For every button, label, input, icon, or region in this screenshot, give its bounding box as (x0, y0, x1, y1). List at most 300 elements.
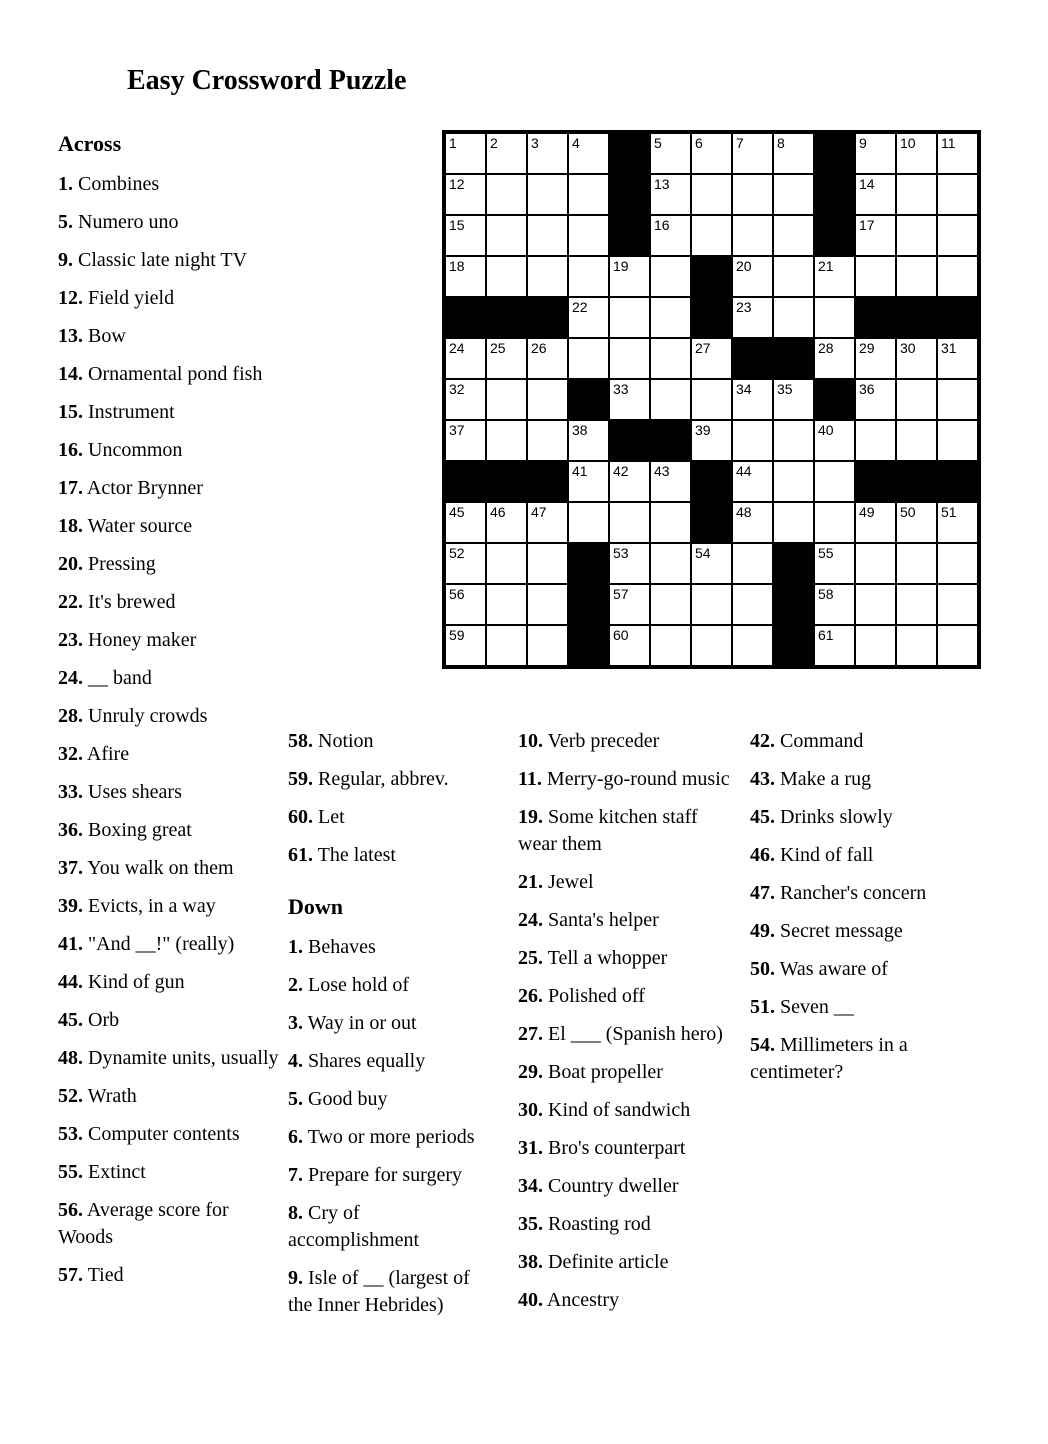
clue-number: 21. (518, 871, 543, 893)
cell-number: 31 (941, 340, 957, 356)
grid-cell-r6c5[interactable] (609, 338, 650, 379)
grid-cell-r2c6[interactable] (650, 174, 691, 215)
clue-number: 16. (58, 439, 83, 461)
grid-cell-r3c8[interactable] (732, 215, 773, 256)
clue-number: 15. (58, 401, 83, 423)
clue-number: 50. (750, 958, 775, 980)
grid-cell-r10c6[interactable] (650, 502, 691, 543)
cell-number: 28 (818, 340, 834, 356)
clue-column-2 (288, 728, 490, 1330)
grid-cell-r1c4[interactable] (568, 133, 609, 174)
cell-number: 40 (818, 422, 834, 438)
cell-number: 5 (654, 135, 662, 151)
clue-number: 37. (58, 857, 83, 879)
clue-number: 41. (58, 933, 83, 955)
grid-cell-r12c3[interactable] (527, 584, 568, 625)
grid-cell-r3c4[interactable] (568, 215, 609, 256)
grid-cell-r3c2[interactable] (486, 215, 527, 256)
grid-cell-r8c9[interactable] (773, 420, 814, 461)
grid-cell-r9c5[interactable] (609, 461, 650, 502)
clue-number: 19. (518, 806, 543, 828)
grid-cell-r7c9[interactable] (773, 379, 814, 420)
clue-number: 12. (58, 287, 83, 309)
grid-cell-r13c11[interactable] (855, 625, 896, 666)
grid-cell-r6c12[interactable] (896, 338, 937, 379)
grid-cell-r8c6 (650, 420, 691, 461)
clue-down-45: 45. Drinks slowly (750, 806, 893, 828)
clue-number: 14. (58, 363, 83, 385)
grid-cell-r7c1[interactable] (445, 379, 486, 420)
clue-across-24: 24. __ band (58, 667, 152, 689)
grid-cell-r5c4[interactable] (568, 297, 609, 338)
grid-cell-r13c1[interactable] (445, 625, 486, 666)
clue-number: 8. (288, 1202, 303, 1224)
clue-number: 48. (58, 1047, 83, 1069)
grid-cell-r6c1[interactable] (445, 338, 486, 379)
clue-across-12: 12. Field yield (58, 287, 175, 309)
cell-number: 49 (859, 504, 875, 520)
clue-number: 46. (750, 844, 775, 866)
cell-number: 13 (654, 176, 670, 192)
clue-number: 4. (288, 1050, 303, 1072)
grid-cell-r7c5[interactable] (609, 379, 650, 420)
grid-cell-r13c7[interactable] (691, 625, 732, 666)
grid-cell-r10c1[interactable] (445, 502, 486, 543)
grid-cell-r2c2[interactable] (486, 174, 527, 215)
grid-cell-r6c6[interactable] (650, 338, 691, 379)
grid-cell-r9c12 (896, 461, 937, 502)
grid-cell-r5c9[interactable] (773, 297, 814, 338)
clue-number: 42. (750, 730, 775, 752)
grid-cell-r6c4[interactable] (568, 338, 609, 379)
clue-down-30: 30. Kind of sandwich (518, 1099, 691, 1121)
cell-number: 48 (736, 504, 752, 520)
grid-cell-r5c3 (527, 297, 568, 338)
grid-cell-r6c8 (732, 338, 773, 379)
grid-cell-r13c5[interactable] (609, 625, 650, 666)
grid-cell-r1c3[interactable] (527, 133, 568, 174)
cell-number: 2 (490, 135, 498, 151)
clue-across-58: 58. Notion (288, 730, 374, 752)
grid-cell-r8c8[interactable] (732, 420, 773, 461)
grid-cell-r1c6[interactable] (650, 133, 691, 174)
clue-number: 31. (518, 1137, 543, 1159)
grid-cell-r5c10[interactable] (814, 297, 855, 338)
grid-cell-r5c13 (937, 297, 978, 338)
grid-cell-r10c10[interactable] (814, 502, 855, 543)
grid-cell-r12c7[interactable] (691, 584, 732, 625)
grid-cell-r1c1[interactable] (445, 133, 486, 174)
clue-across-22: 22. It's brewed (58, 591, 176, 613)
grid-cell-r8c2[interactable] (486, 420, 527, 461)
grid-cell-r7c10 (814, 379, 855, 420)
grid-cell-r2c11[interactable] (855, 174, 896, 215)
cell-number: 35 (777, 381, 793, 397)
grid-cell-r10c8[interactable] (732, 502, 773, 543)
grid-cell-r3c6[interactable] (650, 215, 691, 256)
grid-cell-r1c13[interactable] (937, 133, 978, 174)
grid-cell-r2c3[interactable] (527, 174, 568, 215)
grid-cell-r11c6[interactable] (650, 543, 691, 584)
clue-across-17: 17. Actor Brynner (58, 477, 203, 499)
clue-down-3: 3. Way in or out (288, 1012, 417, 1034)
clue-down-21: 21. Jewel (518, 871, 594, 893)
grid-cell-r10c11[interactable] (855, 502, 896, 543)
grid-cell-r11c9 (773, 543, 814, 584)
clue-number: 49. (750, 920, 775, 942)
cell-number: 7 (736, 135, 744, 151)
clue-across-5: 5. Numero uno (58, 211, 179, 233)
grid-cell-r12c5[interactable] (609, 584, 650, 625)
clue-number: 6. (288, 1126, 303, 1148)
cell-number: 11 (941, 135, 956, 151)
cell-number: 53 (613, 545, 629, 561)
across-header: Across (58, 131, 122, 156)
clue-down-11: 11. Merry-go-round music (518, 768, 730, 790)
grid-cell-r7c12[interactable] (896, 379, 937, 420)
grid-cell-r3c5 (609, 215, 650, 256)
clue-number: 40. (518, 1289, 543, 1311)
across-clue-list-continued (288, 728, 490, 869)
grid-cell-r2c8[interactable] (732, 174, 773, 215)
cell-number: 42 (613, 463, 629, 479)
grid-cell-r2c9[interactable] (773, 174, 814, 215)
grid-cell-r6c11[interactable] (855, 338, 896, 379)
grid-cell-r11c10[interactable] (814, 543, 855, 584)
grid-cell-r2c13[interactable] (937, 174, 978, 215)
grid-cell-r8c7[interactable] (691, 420, 732, 461)
cell-number: 21 (818, 258, 834, 274)
grid-cell-r8c10[interactable] (814, 420, 855, 461)
clue-across-28: 28. Unruly crowds (58, 705, 208, 727)
grid-cell-r11c13[interactable] (937, 543, 978, 584)
clue-across-37: 37. You walk on them (58, 857, 234, 879)
clue-across-57: 57. Tied (58, 1264, 124, 1286)
cell-number: 38 (572, 422, 588, 438)
crossword-grid (442, 130, 981, 669)
clue-number: 30. (518, 1099, 543, 1121)
clue-across-16: 16. Uncommon (58, 439, 183, 461)
grid-cell-r10c3[interactable] (527, 502, 568, 543)
grid-cell-r4c5[interactable] (609, 256, 650, 297)
clue-down-8: 8. Cry of accomplishment (288, 1202, 420, 1251)
grid-cell-r1c8[interactable] (732, 133, 773, 174)
cell-number: 4 (572, 135, 580, 151)
grid-cell-r12c13[interactable] (937, 584, 978, 625)
grid-cell-r11c7[interactable] (691, 543, 732, 584)
clue-down-49: 49. Secret message (750, 920, 903, 942)
grid-cell-r9c10[interactable] (814, 461, 855, 502)
clue-number: 13. (58, 325, 83, 347)
cell-number: 32 (449, 381, 465, 397)
clue-number: 44. (58, 971, 83, 993)
cell-number: 22 (572, 299, 588, 315)
clue-down-35: 35. Roasting rod (518, 1213, 651, 1235)
grid-cell-r7c8[interactable] (732, 379, 773, 420)
grid-cell-r12c1[interactable] (445, 584, 486, 625)
clue-number: 45. (58, 1009, 83, 1031)
cell-number: 24 (449, 340, 465, 356)
grid-cell-r10c2[interactable] (486, 502, 527, 543)
across-clue-list (58, 171, 288, 1289)
cell-number: 36 (859, 381, 875, 397)
grid-cell-r13c13[interactable] (937, 625, 978, 666)
grid-cell-r8c4[interactable] (568, 420, 609, 461)
clue-number: 1. (288, 936, 303, 958)
grid-cell-r8c1[interactable] (445, 420, 486, 461)
grid-cell-r1c2[interactable] (486, 133, 527, 174)
cell-number: 34 (736, 381, 752, 397)
grid-cell-r6c3[interactable] (527, 338, 568, 379)
cell-number: 10 (900, 135, 916, 151)
grid-cell-r4c9[interactable] (773, 256, 814, 297)
grid-cell-r4c8[interactable] (732, 256, 773, 297)
clue-number: 2. (288, 974, 303, 996)
clue-down-54: 54. Millimeters in a centimeter? (750, 1034, 908, 1083)
grid-cell-r7c11[interactable] (855, 379, 896, 420)
clue-number: 45. (750, 806, 775, 828)
grid-cell-r7c4 (568, 379, 609, 420)
grid-cell-r4c3[interactable] (527, 256, 568, 297)
clue-number: 11. (518, 768, 542, 790)
grid-cell-r3c11[interactable] (855, 215, 896, 256)
grid-cell-r5c8[interactable] (732, 297, 773, 338)
grid-cell-r11c1[interactable] (445, 543, 486, 584)
cell-number: 44 (736, 463, 752, 479)
page-title: Easy Crossword Puzzle (127, 65, 407, 96)
grid-cell-r5c1 (445, 297, 486, 338)
cell-number: 17 (859, 217, 875, 233)
cell-number: 14 (859, 176, 875, 192)
grid-cell-r3c7[interactable] (691, 215, 732, 256)
clue-down-47: 47. Rancher's concern (750, 882, 927, 904)
clue-number: 52. (58, 1085, 83, 1107)
clue-number: 5. (58, 211, 73, 233)
grid-cell-r13c2[interactable] (486, 625, 527, 666)
grid-cell-r3c3[interactable] (527, 215, 568, 256)
grid-cell-r13c10[interactable] (814, 625, 855, 666)
clue-across-15: 15. Instrument (58, 401, 175, 423)
cell-number: 39 (695, 422, 711, 438)
clue-number: 24. (518, 909, 543, 931)
grid-cell-r12c11[interactable] (855, 584, 896, 625)
clue-number: 20. (58, 553, 83, 575)
grid-cell-r3c1[interactable] (445, 215, 486, 256)
clue-column-3 (518, 728, 740, 1325)
clue-number: 38. (518, 1251, 543, 1273)
grid-cell-r5c5[interactable] (609, 297, 650, 338)
grid-cell-r9c8[interactable] (732, 461, 773, 502)
clue-number: 23. (58, 629, 83, 651)
clue-across-60: 60. Let (288, 806, 345, 828)
clue-number: 61. (288, 844, 313, 866)
clue-across-52: 52. Wrath (58, 1085, 137, 1107)
grid-cell-r3c12[interactable] (896, 215, 937, 256)
cell-number: 57 (613, 586, 629, 602)
grid-cell-r12c8[interactable] (732, 584, 773, 625)
clue-column-1 (58, 130, 288, 1300)
clue-number: 56. (58, 1199, 83, 1221)
clue-down-40: 40. Ancestry (518, 1289, 620, 1311)
grid-cell-r3c10 (814, 215, 855, 256)
cell-number: 52 (449, 545, 465, 561)
clue-number: 1. (58, 173, 73, 195)
grid-cell-r1c10 (814, 133, 855, 174)
grid-cell-r5c6[interactable] (650, 297, 691, 338)
grid-cell-r8c13[interactable] (937, 420, 978, 461)
clue-down-5: 5. Good buy (288, 1088, 388, 1110)
clue-number: 55. (58, 1161, 83, 1183)
grid-cell-r11c8[interactable] (732, 543, 773, 584)
clue-down-7: 7. Prepare for surgery (288, 1164, 463, 1186)
grid-cell-r13c12[interactable] (896, 625, 937, 666)
cell-number: 26 (531, 340, 547, 356)
clue-down-29: 29. Boat propeller (518, 1061, 663, 1083)
grid-cell-r6c7[interactable] (691, 338, 732, 379)
grid-cell-r8c11[interactable] (855, 420, 896, 461)
grid-cell-r9c4[interactable] (568, 461, 609, 502)
grid-cell-r8c12[interactable] (896, 420, 937, 461)
grid-cell-r12c10[interactable] (814, 584, 855, 625)
clue-across-36: 36. Boxing great (58, 819, 192, 841)
grid-cell-r13c4 (568, 625, 609, 666)
grid-cell-r13c6[interactable] (650, 625, 691, 666)
clue-down-2: 2. Lose hold of (288, 974, 410, 996)
clue-number: 53. (58, 1123, 83, 1145)
cell-number: 16 (654, 217, 670, 233)
cell-number: 41 (572, 463, 588, 479)
grid-cell-r10c9[interactable] (773, 502, 814, 543)
grid-cell-r9c11 (855, 461, 896, 502)
grid-cell-r10c13[interactable] (937, 502, 978, 543)
grid-cell-r13c8[interactable] (732, 625, 773, 666)
grid-cell-r8c3[interactable] (527, 420, 568, 461)
grid-cell-r13c3[interactable] (527, 625, 568, 666)
grid-cell-r4c4[interactable] (568, 256, 609, 297)
grid-cell-r4c1[interactable] (445, 256, 486, 297)
grid-cell-r12c9 (773, 584, 814, 625)
clue-across-23: 23. Honey maker (58, 629, 197, 651)
clue-number: 29. (518, 1061, 543, 1083)
grid-cell-r10c5[interactable] (609, 502, 650, 543)
cell-number: 46 (490, 504, 506, 520)
clue-across-20: 20. Pressing (58, 553, 156, 575)
clue-down-31: 31. Bro's counterpart (518, 1137, 686, 1159)
grid-cell-r7c2[interactable] (486, 379, 527, 420)
down-clue-list-continued-2 (750, 728, 962, 1086)
cell-number: 27 (695, 340, 711, 356)
grid-cell-r1c12[interactable] (896, 133, 937, 174)
cell-number: 50 (900, 504, 916, 520)
grid-cell-r6c13[interactable] (937, 338, 978, 379)
clue-number: 27. (518, 1023, 543, 1045)
grid-cell-r11c12[interactable] (896, 543, 937, 584)
grid-cell-r1c5 (609, 133, 650, 174)
clue-number: 36. (58, 819, 83, 841)
grid-cell-r4c12[interactable] (896, 256, 937, 297)
clue-down-24: 24. Santa's helper (518, 909, 659, 931)
grid-cell-r10c4[interactable] (568, 502, 609, 543)
grid-cell-r5c7 (691, 297, 732, 338)
grid-cell-r12c12[interactable] (896, 584, 937, 625)
grid-cell-r13c9 (773, 625, 814, 666)
cell-number: 29 (859, 340, 875, 356)
grid-cell-r9c9[interactable] (773, 461, 814, 502)
grid-cell-r12c2[interactable] (486, 584, 527, 625)
clue-number: 60. (288, 806, 313, 828)
cell-number: 1 (449, 135, 457, 151)
grid-cell-r5c12 (896, 297, 937, 338)
grid-cell-r4c10[interactable] (814, 256, 855, 297)
grid-cell-r4c11[interactable] (855, 256, 896, 297)
grid-cell-r11c2[interactable] (486, 543, 527, 584)
clue-number: 26. (518, 985, 543, 1007)
clue-down-19: 19. Some kitchen staff wear them (518, 806, 698, 855)
clue-number: 33. (58, 781, 83, 803)
cell-number: 45 (449, 504, 465, 520)
clue-down-4: 4. Shares equally (288, 1050, 426, 1072)
cell-number: 19 (613, 258, 629, 274)
cell-number: 20 (736, 258, 752, 274)
clue-across-41: 41. "And __!" (really) (58, 933, 235, 955)
cell-number: 18 (449, 258, 465, 274)
cell-number: 61 (818, 627, 834, 643)
clue-number: 17. (58, 477, 83, 499)
grid-cell-r3c13[interactable] (937, 215, 978, 256)
clue-across-32: 32. Afire (58, 743, 130, 765)
clue-down-6: 6. Two or more periods (288, 1126, 475, 1148)
grid-cell-r1c9[interactable] (773, 133, 814, 174)
clue-across-61: 61. The latest (288, 844, 396, 866)
grid-cell-r12c6[interactable] (650, 584, 691, 625)
grid-cell-r1c11[interactable] (855, 133, 896, 174)
down-clue-list-continued (518, 728, 740, 1314)
grid-cell-r11c11[interactable] (855, 543, 896, 584)
clue-across-44: 44. Kind of gun (58, 971, 185, 993)
grid-cell-r7c6[interactable] (650, 379, 691, 420)
grid-cell-r6c10[interactable] (814, 338, 855, 379)
clue-number: 59. (288, 768, 313, 790)
grid-cell-r3c9[interactable] (773, 215, 814, 256)
grid-cell-r7c13[interactable] (937, 379, 978, 420)
down-clue-list (288, 934, 490, 1319)
grid-cell-r4c13[interactable] (937, 256, 978, 297)
grid-cell-r7c7[interactable] (691, 379, 732, 420)
grid-cell-r10c12[interactable] (896, 502, 937, 543)
grid-cell-r2c1[interactable] (445, 174, 486, 215)
clue-number: 22. (58, 591, 83, 613)
clue-across-13: 13. Bow (58, 325, 126, 347)
grid-cell-r2c4[interactable] (568, 174, 609, 215)
clue-number: 25. (518, 947, 543, 969)
grid-cell-r9c6[interactable] (650, 461, 691, 502)
clue-number: 58. (288, 730, 313, 752)
clue-across-45: 45. Orb (58, 1009, 120, 1031)
grid-cell-r11c5[interactable] (609, 543, 650, 584)
grid-cell-r11c3[interactable] (527, 543, 568, 584)
grid-cell-r2c7[interactable] (691, 174, 732, 215)
grid-cell-r4c6[interactable] (650, 256, 691, 297)
grid-cell-r4c2[interactable] (486, 256, 527, 297)
clue-across-14: 14. Ornamental pond fish (58, 363, 263, 385)
grid-cell-r2c12[interactable] (896, 174, 937, 215)
clue-number: 7. (288, 1164, 303, 1186)
grid-cell-r1c7[interactable] (691, 133, 732, 174)
clue-across-59: 59. Regular, abbrev. (288, 768, 449, 790)
down-header: Down (288, 894, 344, 919)
grid-cell-r6c2[interactable] (486, 338, 527, 379)
grid-cell-r7c3[interactable] (527, 379, 568, 420)
